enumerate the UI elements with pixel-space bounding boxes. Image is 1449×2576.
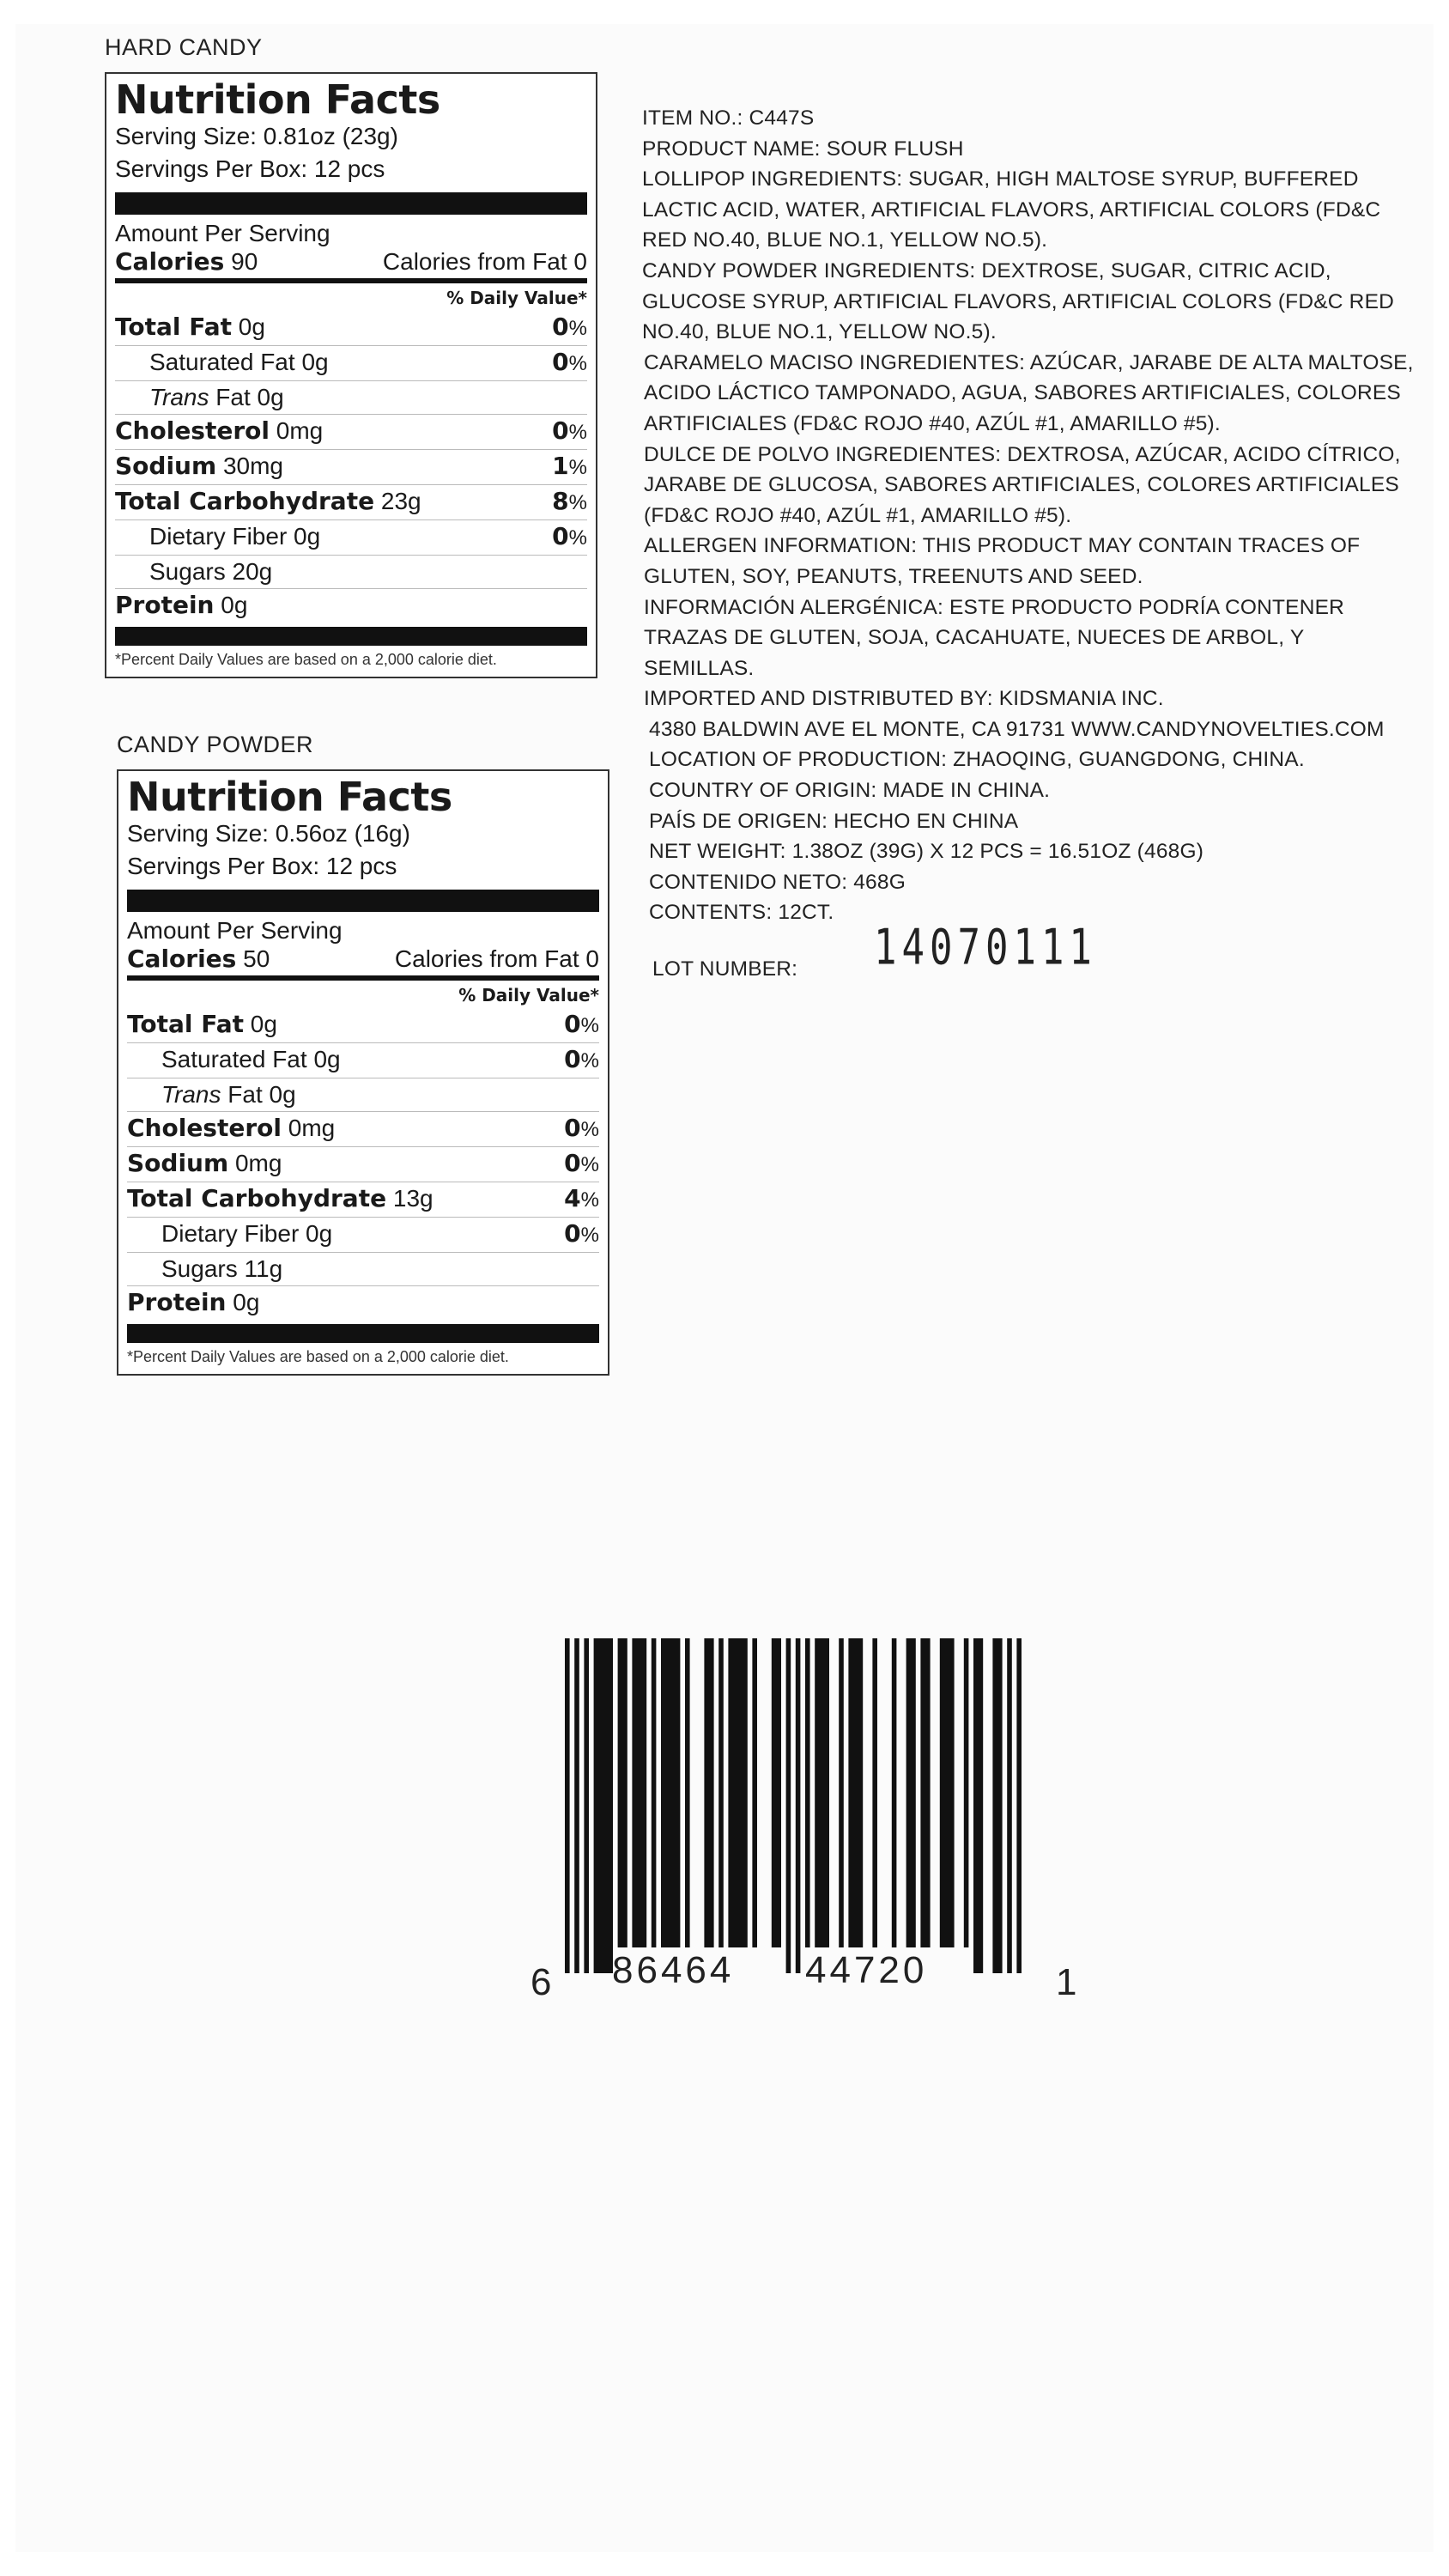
thick-divider <box>115 192 587 215</box>
barcode-leading-digit: 6 <box>530 1961 552 2003</box>
lot-number-label: LOT NUMBER: <box>652 957 798 981</box>
thick-divider <box>127 1324 599 1343</box>
nutrient-daily-value <box>552 450 587 484</box>
barcode-bar <box>728 1638 747 1947</box>
nutrient-name: Total Fat <box>115 313 233 341</box>
barcode-left-digits: 86464 <box>612 1949 735 1991</box>
serving-size: Serving Size: 0.81oz (23g) <box>115 123 398 149</box>
barcode-bar <box>594 1638 613 1973</box>
percent-sign: % <box>580 1014 599 1037</box>
barcode-bar <box>661 1638 680 1947</box>
nutrient-daily-value <box>564 1182 599 1217</box>
nutrient-amount: 0g <box>250 1011 277 1037</box>
product-info-line: ITEM NO.: C447S <box>642 106 815 130</box>
calories-value: 90 <box>231 248 258 275</box>
daily-value-number: 0 <box>552 313 569 341</box>
daily-value-number: 0 <box>564 1114 581 1142</box>
nutrient-daily-value <box>552 520 587 555</box>
percent-sign: % <box>568 526 587 550</box>
barcode-bar <box>752 1638 757 1947</box>
nutrient-name: Sodium <box>127 1149 229 1177</box>
percent-sign: % <box>568 456 587 479</box>
nutrient-label <box>115 589 247 622</box>
nutrient-amount: 0g <box>221 592 248 618</box>
product-info-line: JARABE DE GLUCOSA, SABORES ARTIFICIALES, COLORES ARTIFICIALES <box>644 473 1399 497</box>
amount-per-serving: Amount Per Serving <box>127 917 343 944</box>
percent-sign: % <box>568 491 587 514</box>
amount-per-serving: Amount Per Serving <box>115 220 330 246</box>
barcode-bar <box>839 1638 844 1947</box>
barcode-bar <box>872 1638 877 1947</box>
product-info-line: TRAZAS DE GLUTEN, SOJA, CACAHUATE, NUECES DE ARBOL, Y <box>644 626 1305 650</box>
barcode-bar <box>565 1638 570 1973</box>
product-info-line: CONTENTS: 12CT. <box>649 901 834 925</box>
nutrient-name: Sugars <box>149 558 226 585</box>
barcode-bar <box>940 1638 955 1947</box>
calories-label: Calories <box>115 247 225 276</box>
calories-row <box>115 247 587 276</box>
daily-value-footnote: *Percent Daily Values are based on a 2,000 calorie diet. <box>115 651 497 668</box>
nutrient-rows <box>115 311 587 622</box>
nutrient-row <box>115 345 587 380</box>
calories-from-fat: Calories from Fat 0 <box>382 248 587 275</box>
product-info-line: CANDY POWDER INGREDIENTS: DEXTROSE, SUGAR, CITRIC ACID, <box>642 258 1331 283</box>
barcode-bar <box>992 1638 1002 1973</box>
barcode-bar <box>964 1638 969 1947</box>
product-info-lines <box>642 103 1440 928</box>
barcode-bar <box>848 1638 863 1947</box>
product-info-line: LACTIC ACID, WATER, ARTIFICIAL FLAVORS, ARTIFICIAL COLORS (FD&C <box>642 197 1381 222</box>
nutrient-label <box>115 311 265 343</box>
nutrient-name: Sodium <box>115 452 217 480</box>
barcode-right-digits: 44720 <box>805 1949 928 1991</box>
nutrition-facts-title: Nutrition Facts <box>115 76 440 123</box>
nutrient-amount: 13g <box>392 1185 433 1212</box>
percent-sign: % <box>580 1188 599 1212</box>
daily-value-number: 0 <box>564 1010 581 1038</box>
nutrient-label <box>115 556 272 588</box>
nutrient-label <box>127 1147 282 1180</box>
nutrient-amount: 0g <box>306 1220 333 1247</box>
nutrient-amount: 0mg <box>276 417 324 444</box>
barcode-bar <box>652 1638 657 1947</box>
lot-number-row <box>642 919 1440 988</box>
barcode-bar <box>704 1638 713 1947</box>
nutrient-row <box>115 555 587 588</box>
barcode-bar <box>574 1638 579 1973</box>
nutrient-amount: Fat 0g <box>215 384 284 410</box>
nutrient-label <box>127 1253 282 1285</box>
nutrient-daily-value <box>552 415 587 449</box>
nutrient-row <box>127 1078 599 1111</box>
nutrient-daily-value <box>552 346 587 380</box>
barcode-bar <box>584 1638 589 1973</box>
serving-size: Serving Size: 0.56oz (16g) <box>127 820 410 847</box>
calories-from-fat: Calories from Fat 0 <box>394 945 599 972</box>
nutrient-label <box>115 346 329 379</box>
nutrient-row <box>115 449 587 484</box>
percent-sign: % <box>568 421 587 444</box>
daily-value-footnote: *Percent Daily Values are based on a 2,000 calorie diet. <box>127 1348 509 1365</box>
nutrient-daily-value <box>564 1218 599 1252</box>
hard-candy-label: HARD CANDY <box>105 34 263 60</box>
barcode-bar <box>618 1638 627 1947</box>
hard-candy-nutrition-panel <box>105 72 597 678</box>
candy-powder-nutrition-panel <box>117 769 609 1376</box>
nutrient-label <box>127 1112 335 1145</box>
medium-divider <box>115 278 587 283</box>
product-info-line: PAÍS DE ORIGEN: HECHO EN CHINA <box>649 809 1019 833</box>
nutrient-label <box>127 1078 296 1111</box>
nutrition-facts-title: Nutrition Facts <box>127 774 452 820</box>
nutrient-row <box>127 1008 599 1042</box>
nutrient-label <box>115 485 421 518</box>
nutrient-row <box>115 311 587 345</box>
nutrient-label <box>115 381 284 414</box>
percent-sign: % <box>580 1153 599 1176</box>
lot-number-value: 14070111 <box>874 919 1097 976</box>
barcode-bar <box>786 1638 791 1973</box>
medium-divider <box>127 975 599 981</box>
percent-sign: % <box>580 1224 599 1247</box>
nutrient-amount: 0g <box>238 313 265 340</box>
nutrient-amount: 0g <box>301 349 329 375</box>
nutrient-label <box>115 415 323 447</box>
daily-value-number: 0 <box>564 1045 581 1073</box>
nutrient-row <box>115 414 587 449</box>
percent-sign: % <box>568 317 587 340</box>
nutrient-name: Dietary Fiber <box>149 523 288 550</box>
nutrient-row <box>127 1182 599 1217</box>
nutrient-label <box>127 1008 277 1041</box>
daily-value-number: 4 <box>564 1184 581 1212</box>
nutrient-daily-value <box>564 1112 599 1146</box>
product-information <box>642 103 1440 988</box>
percent-sign: % <box>580 1049 599 1072</box>
daily-value-number: 0 <box>564 1219 581 1248</box>
product-info-line: PRODUCT NAME: SOUR FLUSH <box>642 137 964 161</box>
nutrient-row <box>115 519 587 555</box>
nutrient-amount: 11g <box>244 1255 283 1282</box>
barcode-bar <box>772 1638 781 1947</box>
nutrient-daily-value <box>564 1043 599 1078</box>
nutrient-amount: 20g <box>232 558 273 585</box>
nutrient-label <box>127 1182 433 1215</box>
nutrient-label <box>127 1218 332 1250</box>
product-info-line: GLUTEN, SOY, PEANUTS, TREENUTS AND SEED. <box>644 564 1143 588</box>
calories-row <box>127 945 599 974</box>
nutrient-row <box>127 1252 599 1285</box>
barcode-trailing-digit: 1 <box>1056 1961 1077 2003</box>
package-back-panel <box>15 24 1434 2552</box>
nutrient-name: Total Carbohydrate <box>115 487 375 515</box>
nutrient-rows <box>127 1008 599 1319</box>
daily-value-header: % Daily Value* <box>458 985 599 1005</box>
barcode-bar <box>685 1638 690 1947</box>
nutrient-name: Trans <box>161 1081 221 1108</box>
percent-sign: % <box>568 352 587 375</box>
product-info-line: INFORMACIÓN ALERGÉNICA: ESTE PRODUCTO PODRÍA CONTENER <box>644 595 1345 619</box>
product-info-line: NET WEIGHT: 1.38OZ (39G) X 12 PCS = 16.51OZ (468G) <box>649 840 1204 864</box>
product-info-line: CARAMELO MACISO INGREDIENTES: AZÚCAR, JARABE DE ALTA MALTOSE, <box>644 350 1414 374</box>
nutrient-amount: 0mg <box>288 1115 336 1141</box>
thick-divider <box>115 627 587 646</box>
nutrient-name: Trans <box>149 384 209 410</box>
nutrient-name: Sugars <box>161 1255 238 1282</box>
servings-per-box: Servings Per Box: 12 pcs <box>115 155 385 182</box>
nutrient-name: Saturated Fat <box>149 349 295 375</box>
product-info-line: ARTIFICIALES (FD&C ROJO #40, AZÚL #1, AMARILLO #5). <box>644 411 1221 435</box>
daily-value-header: % Daily Value* <box>446 288 587 308</box>
daily-value-number: 0 <box>552 522 569 550</box>
thick-divider <box>127 890 599 912</box>
barcode-bar <box>815 1638 829 1947</box>
nutrient-amount: 23g <box>380 488 421 514</box>
product-info-line: RED NO.40, BLUE NO.1, YELLOW NO.5). <box>642 228 1048 252</box>
nutrient-name: Cholesterol <box>115 416 270 445</box>
barcode-bars <box>530 1638 1080 1982</box>
percent-sign: % <box>580 1118 599 1141</box>
nutrient-amount: 30mg <box>222 453 283 479</box>
nutrient-row <box>127 1111 599 1146</box>
product-info-line: GLUCOSE SYRUP, ARTIFICIAL FLAVORS, ARTIFICIAL COLORS (FD&C RED <box>642 289 1395 313</box>
nutrient-daily-value <box>564 1008 599 1042</box>
nutrient-row <box>127 1285 599 1319</box>
product-info-line: NO.40, BLUE NO.1, YELLOW NO.5). <box>642 320 997 344</box>
product-info-line: LOLLIPOP INGREDIENTS: SUGAR, HIGH MALTOSE SYRUP, BUFFERED <box>642 167 1359 191</box>
calories-label: Calories <box>127 945 237 973</box>
nutrient-name: Saturated Fat <box>161 1046 307 1072</box>
daily-value-number: 0 <box>552 348 569 376</box>
servings-per-box: Servings Per Box: 12 pcs <box>127 853 397 879</box>
calories-value: 50 <box>243 945 270 972</box>
product-info-line: SEMILLAS. <box>644 656 755 680</box>
nutrient-row <box>115 588 587 622</box>
product-info-line: COUNTRY OF ORIGIN: MADE IN CHINA. <box>649 779 1051 803</box>
barcode-bar <box>892 1638 897 1947</box>
product-info-line: LOCATION OF PRODUCTION: ZHAOQING, GUANGDONG, CHINA. <box>649 748 1305 772</box>
daily-value-number: 8 <box>552 487 569 515</box>
product-info-line: DULCE DE POLVO INGREDIENTES: DEXTROSA, AZÚCAR, ACIDO CÍTRICO, <box>644 442 1401 466</box>
nutrient-row <box>115 484 587 519</box>
barcode-bar <box>973 1638 983 1973</box>
nutrient-name: Total Carbohydrate <box>127 1184 387 1212</box>
upc-barcode <box>530 1638 1080 2016</box>
product-info-line: CONTENIDO NETO: 468G <box>649 870 906 894</box>
product-info-line: ALLERGEN INFORMATION: THIS PRODUCT MAY CONTAIN TRACES OF <box>644 534 1361 558</box>
nutrient-amount: 0g <box>313 1046 341 1072</box>
barcode-bar <box>796 1638 801 1973</box>
barcode-bar <box>805 1638 810 1947</box>
nutrient-row <box>115 380 587 414</box>
nutrient-label <box>127 1286 259 1319</box>
nutrient-row <box>127 1042 599 1078</box>
nutrient-name: Dietary Fiber <box>161 1220 300 1247</box>
nutrient-name: Protein <box>127 1288 227 1316</box>
product-info-line: ACIDO LÁCTICO TAMPONADO, AGUA, SABORES ARTIFICIALES, COLORES <box>644 381 1401 405</box>
barcode-bar <box>718 1638 724 1947</box>
daily-value-number: 0 <box>552 416 569 445</box>
nutrient-label <box>115 520 320 553</box>
barcode-bar <box>920 1638 930 1947</box>
product-info-line: 4380 BALDWIN AVE EL MONTE, CA 91731 WWW.CANDYNOVELTIES.COM <box>649 717 1385 741</box>
nutrient-daily-value <box>552 311 587 345</box>
product-info-line: IMPORTED AND DISTRIBUTED BY: KIDSMANIA INC. <box>644 687 1164 711</box>
nutrient-row <box>127 1217 599 1252</box>
nutrient-row <box>127 1146 599 1182</box>
nutrient-amount: 0g <box>233 1289 260 1315</box>
barcode-bar <box>632 1638 646 1947</box>
nutrient-label <box>127 1043 341 1076</box>
barcode-bar <box>1007 1638 1012 1973</box>
nutrient-amount: Fat 0g <box>227 1081 296 1108</box>
nutrient-name: Total Fat <box>127 1010 245 1038</box>
nutrient-amount: 0g <box>294 523 321 550</box>
nutrient-daily-value <box>564 1147 599 1182</box>
nutrient-name: Cholesterol <box>127 1114 282 1142</box>
nutrient-daily-value <box>552 485 587 519</box>
barcode-bar <box>906 1638 916 1947</box>
nutrient-name: Protein <box>115 591 215 619</box>
barcode-bar <box>1016 1638 1022 1973</box>
product-info-line: (FD&C ROJO #40, AZÚL #1, AMARILLO #5). <box>644 503 1072 527</box>
candy-powder-label: CANDY POWDER <box>117 732 314 757</box>
daily-value-number: 1 <box>552 452 569 480</box>
nutrient-label <box>115 450 283 483</box>
nutrient-amount: 0mg <box>234 1150 282 1176</box>
daily-value-number: 0 <box>564 1149 581 1177</box>
